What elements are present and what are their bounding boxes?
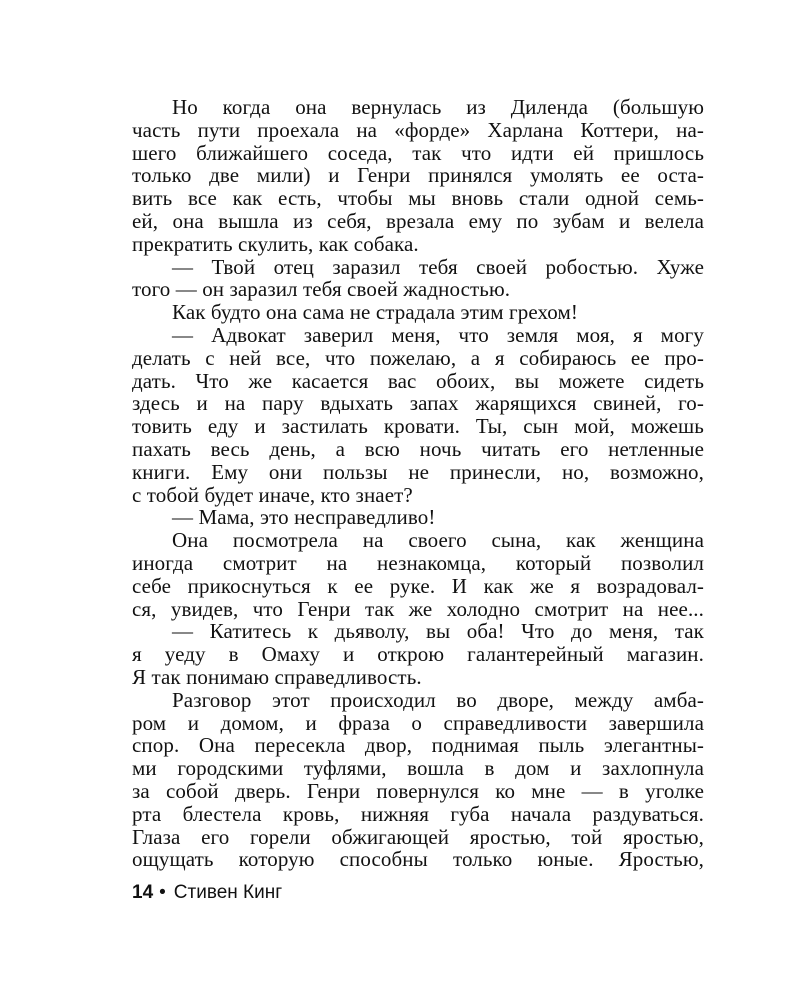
text-line: — Мама, это несправедливо! — [172, 505, 436, 530]
text-line: за собой дверь. Генри повернулся ко мне — в уголке — [132, 778, 704, 803]
text-line: только две мили) и Генри принялся умолять ее оста- — [132, 163, 704, 188]
text-line: прекратить скулить, как собака. — [132, 231, 419, 256]
text-line: Глаза его горели обжигающей яростью, той яростью, — [132, 824, 704, 849]
text-line: ощущать которую способны только юные. Яростью, — [132, 847, 704, 872]
text-line: рта блестела кровь, нижняя губа начала раздуваться. — [132, 801, 704, 826]
text-line: — Твой отец заразил тебя своей робостью. Хуже — [172, 254, 704, 279]
text-line: здесь и на пару вдыхать запах жарящихся свиней, го- — [132, 391, 704, 416]
text-line: — Адвокат заверил меня, что земля моя, я могу — [172, 322, 704, 347]
text-line: с тобой будет иначе, кто знает? — [132, 482, 413, 507]
text-line: Разговор этот происходил во дворе, между амба- — [172, 687, 704, 712]
text-line: ся, увидев, что Генри так же холодно смотрит на нее... — [132, 596, 704, 621]
text-line: товить еду и застилать кровати. Ты, сын мой, можешь — [132, 414, 704, 439]
text-line: шего ближайшего соседа, так что идти ей пришлось — [132, 140, 704, 165]
text-line: Но когда она вернулась из Диленда (большую — [172, 95, 704, 119]
text-line: спор. Она пересекла двор, поднимая пыль элегантны- — [132, 733, 704, 758]
text-line: вить все как есть, чтобы мы вновь стали одной семь- — [132, 186, 704, 211]
text-line: я уеду в Омаху и открою галантерейный магазин. — [132, 642, 704, 667]
page-footer — [132, 880, 282, 906]
text-line: себе прикоснуться к ее руке. И как же я возрадовал- — [132, 573, 704, 598]
text-line: ром и домом, и фраза о справедливости завершила — [132, 710, 704, 735]
text-line: Она посмотрела на своего сына, как женщина — [172, 528, 704, 553]
text-line: книги. Ему они пользы не принесли, но, возможно, — [132, 459, 704, 484]
bullet-separator: • — [159, 882, 166, 903]
body-text — [132, 96, 704, 871]
text-line: делать с ней все, что пожелаю, а я собираюсь ее про- — [132, 345, 704, 370]
text-line: дать. Что же касается вас обоих, вы можете сидеть — [132, 368, 704, 393]
text-line: — Катитесь к дьяволу, вы оба! Что до меня, так — [172, 619, 704, 644]
text-line: Как будто она сама не страдала этим грехом! — [172, 300, 578, 325]
text-line: Я так понимаю справедливость. — [132, 664, 422, 689]
text-line: ми городскими туфлями, вошла в дом и захлопнула — [132, 756, 704, 781]
text-line: пахать весь день, а всю ночь читать его нетленные — [132, 436, 704, 461]
author-name: Стивен Кинг — [173, 882, 283, 903]
page-number: 14 — [132, 882, 154, 903]
text-line: часть пути проехала на «форде» Харлана Коттери, на- — [132, 117, 704, 142]
text-line: того — он заразил тебя своей жадностью. — [132, 277, 511, 302]
text-line: ей, она вышла из себя, врезала ему по зубам и велела — [132, 208, 704, 233]
text-line: иногда смотрит на незнакомца, который позволил — [132, 550, 704, 575]
